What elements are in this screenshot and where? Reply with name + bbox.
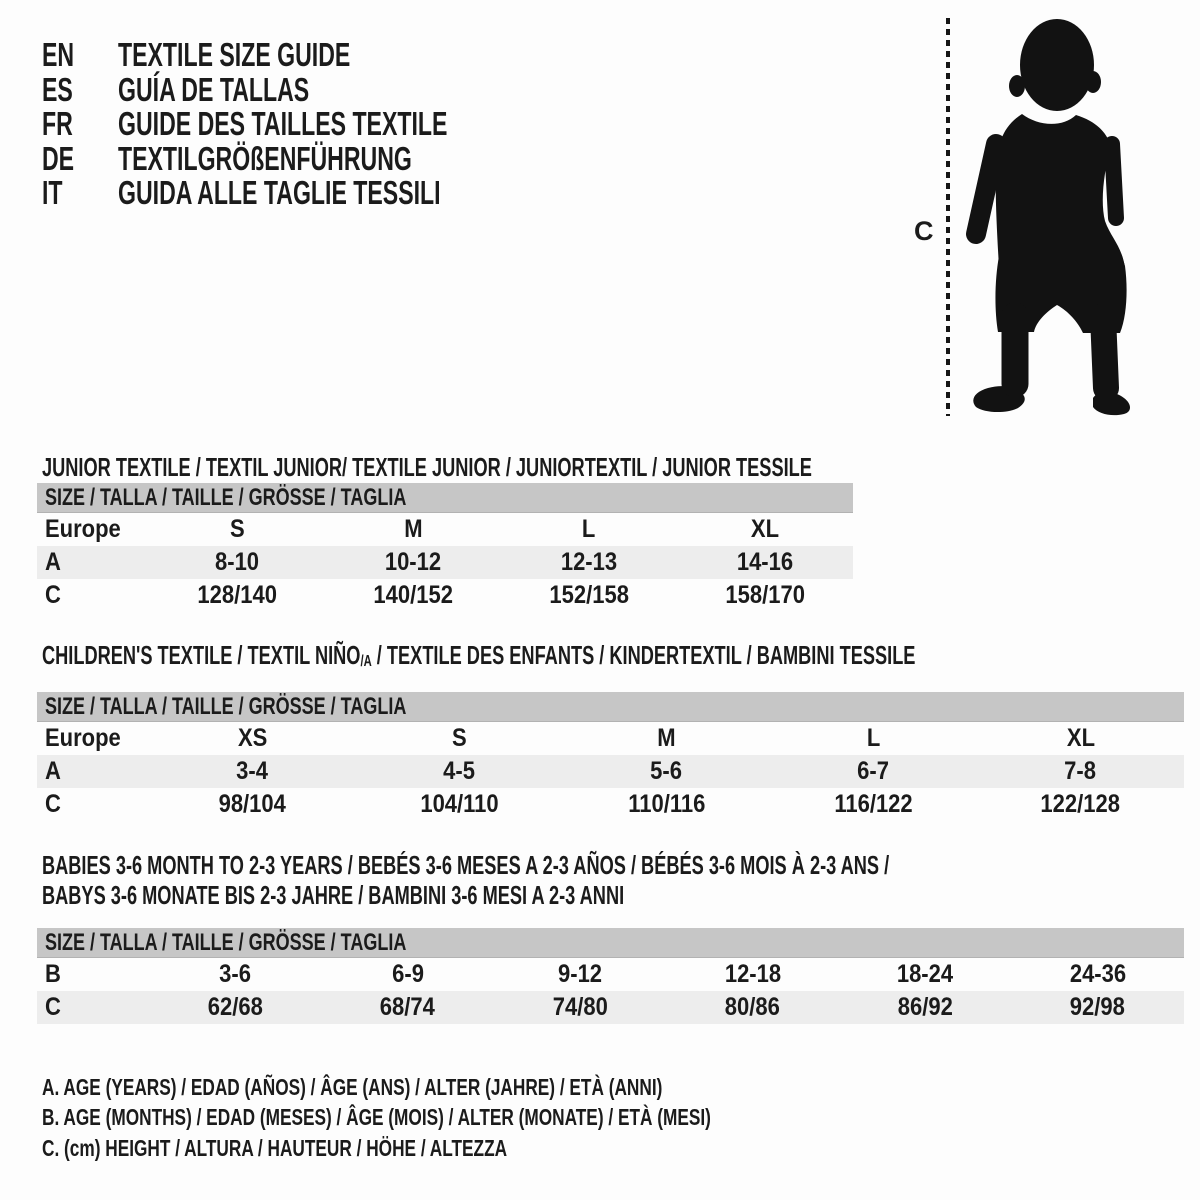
size-value: XL [750, 515, 780, 543]
months-value: 24-36 [1069, 960, 1126, 988]
language-title-list [42, 38, 589, 211]
height-value: 116/122 [834, 790, 913, 818]
row-label: C [45, 993, 61, 1021]
age-value: 10-12 [384, 548, 442, 576]
children-title-suffix: /A [360, 651, 372, 670]
size-header-label: SIZE / TALLA / TAILLE / GRÖSSE / TAGLIA [45, 929, 407, 956]
height-value: 62/68 [207, 993, 263, 1021]
size-header-bar [37, 928, 1184, 958]
height-measure-label: C [914, 216, 934, 246]
table-row-height [37, 788, 1184, 821]
table-row-europe [37, 513, 853, 546]
height-value: 128/140 [197, 581, 277, 609]
row-label: A [45, 757, 61, 785]
silhouette-left-ear [1009, 75, 1025, 97]
silhouette-head [1020, 19, 1094, 111]
age-value: 3-4 [236, 757, 269, 785]
silhouette-right-ear [1085, 71, 1101, 93]
table-row-europe [37, 722, 1184, 755]
size-header-bar [37, 692, 1184, 722]
height-value: 80/86 [725, 993, 781, 1021]
table-row-age [37, 755, 1184, 788]
language-code: DE [42, 139, 75, 177]
size-header-label: SIZE / TALLA / TAILLE / GRÖSSE / TAGLIA [45, 693, 407, 720]
legend-line-height [42, 1133, 934, 1164]
language-row-de [42, 139, 589, 177]
silhouette-right-arm [1112, 144, 1116, 218]
children-title-text: CHILDREN'S TEXTILE / TEXTIL NIÑO/A / TEXTILE DES ENFANTS / KINDERTEXTIL / BAMBINI TESSILE [42, 640, 916, 670]
size-value: S [229, 515, 245, 543]
size-value: L [866, 724, 881, 752]
row-label: C [45, 790, 61, 818]
guide-title-de: TEXTILGRÖßENFÜHRUNG [118, 139, 412, 177]
language-row-it [42, 176, 589, 211]
months-value: 3-6 [219, 960, 252, 988]
age-value: 8-10 [214, 548, 260, 576]
legend-text: C. (cm) HEIGHT / ALTURA / HAUTEUR / HÖHE / ALTEZZA [42, 1134, 508, 1161]
height-value: 86/92 [897, 993, 953, 1021]
age-value: 4-5 [443, 757, 476, 785]
size-header-bar [37, 483, 853, 513]
legend-line-age-years [42, 1072, 934, 1103]
legend-line-age-months [42, 1103, 934, 1134]
table-row-months [37, 958, 1184, 991]
junior-section-title [42, 452, 1142, 482]
babies-section-title [42, 850, 1200, 910]
children-section-title [42, 640, 1200, 676]
size-value: XS [237, 724, 268, 752]
months-value: 18-24 [897, 960, 954, 988]
height-value: 68/74 [380, 993, 436, 1021]
height-value: 104/110 [420, 790, 499, 818]
height-value: 92/98 [1070, 993, 1126, 1021]
size-value: XL [1066, 724, 1095, 752]
silhouette-left-arm [976, 144, 996, 234]
height-value: 140/152 [373, 581, 453, 609]
children-size-table [37, 692, 1184, 821]
height-value: 122/128 [1040, 790, 1121, 818]
legend-text: A. AGE (YEARS) / EDAD (AÑOS) / ÂGE (ANS) / ALTER (JAHRE) / ETÀ (ANNI) [42, 1073, 663, 1100]
row-label: Europe [45, 515, 121, 543]
junior-size-table [37, 483, 853, 612]
guide-title-it: GUIDA ALLE TAGLIE TESSILI [118, 174, 441, 212]
measurement-legend [42, 1072, 934, 1164]
months-value: 12-18 [724, 960, 781, 988]
baby-silhouette-icon [962, 16, 1138, 420]
months-value: 6-9 [391, 960, 424, 988]
height-measure-dashed-line [946, 18, 950, 416]
table-row-height [37, 991, 1184, 1024]
age-value: 6-7 [857, 757, 890, 785]
age-value: 12-13 [560, 548, 618, 576]
size-value: L [582, 515, 596, 543]
size-value: M [657, 724, 676, 752]
size-value: M [403, 515, 423, 543]
language-row-en [42, 38, 589, 73]
table-row-height [37, 579, 853, 612]
babies-size-table [37, 928, 1184, 1024]
guide-title-fr: GUIDE DES TAILLES TEXTILE [118, 105, 448, 143]
height-value: 110/116 [627, 790, 706, 818]
legend-text: B. AGE (MONTHS) / EDAD (MESES) / ÂGE (MOIS) / ALTER (MONATE) / ETÀ (MESI) [42, 1104, 711, 1131]
age-value: 5-6 [650, 757, 683, 785]
language-code: ES [42, 70, 73, 108]
size-value: S [452, 724, 467, 752]
height-value: 98/104 [218, 790, 287, 818]
silhouette-torso [996, 114, 1125, 268]
language-row-fr [42, 107, 589, 142]
language-row-es [42, 70, 589, 108]
language-code: IT [42, 174, 63, 212]
language-code: FR [42, 105, 73, 143]
silhouette-right-leg [1103, 316, 1106, 388]
junior-title-text: JUNIOR TEXTILE / TEXTIL JUNIOR/ TEXTILE JUNIOR / JUNIORTEXTIL / JUNIOR TESSILE [42, 452, 812, 482]
table-row-age [37, 546, 853, 579]
babies-title-line2: BABYS 3-6 MONATE BIS 2-3 JAHRE / BAMBINI 3-6 MESI A 2-3 ANNI [42, 880, 625, 910]
language-code: EN [42, 36, 75, 74]
age-value: 7-8 [1064, 757, 1097, 785]
months-value: 9-12 [558, 960, 603, 988]
height-value: 158/170 [725, 581, 805, 609]
row-label: C [45, 581, 61, 609]
height-value: 152/158 [549, 581, 629, 609]
guide-title-es: GUÍA DE TALLAS [118, 70, 310, 108]
row-label: A [45, 548, 61, 576]
row-label: Europe [45, 724, 121, 752]
size-header-label: SIZE / TALLA / TAILLE / GRÖSSE / TAGLIA [45, 484, 407, 511]
age-value: 14-16 [736, 548, 794, 576]
babies-title-line1: BABIES 3-6 MONTH TO 2-3 YEARS / BEBÉS 3-6 MESES A 2-3 AÑOS / BÉBÉS 3-6 MOIS À 2-3 ANS / [42, 850, 890, 880]
guide-title-en: TEXTILE SIZE GUIDE [118, 36, 351, 74]
height-value: 74/80 [552, 993, 608, 1021]
row-label: B [45, 960, 61, 988]
